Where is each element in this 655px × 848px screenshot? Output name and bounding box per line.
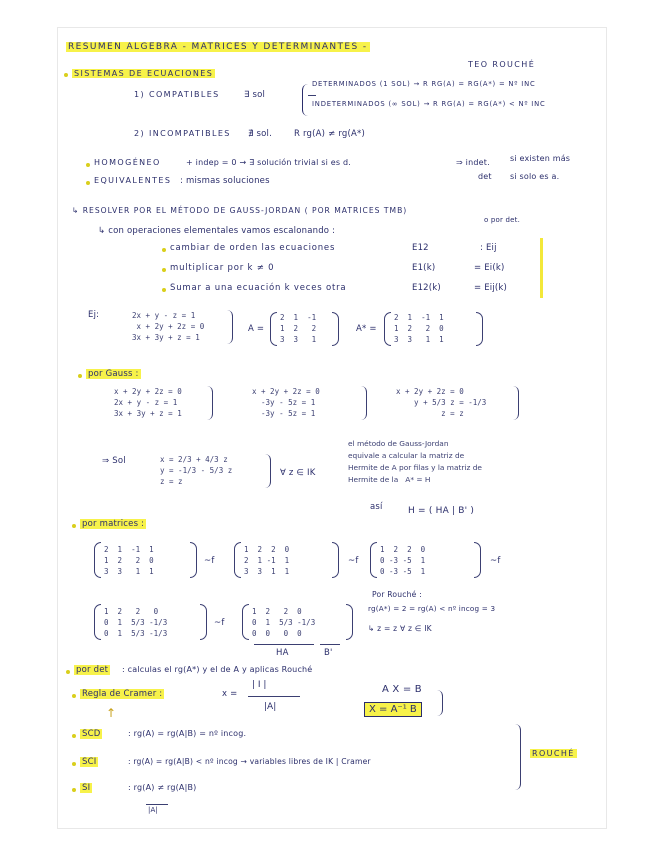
determinados-label: DETERMINADOS (1 SOL) → R RG(A) = RG(A*) = Nº INC <box>312 80 536 88</box>
brace <box>514 724 521 790</box>
gauss-step-2: x + 2y + 2z = 0 -3y - 5z = 1 -3y - 5z = 1 <box>252 387 320 418</box>
rouche-z: ↳ z = z ∀ z ∈ IK <box>368 624 432 633</box>
por-matrices-label: por matrices : <box>82 519 145 529</box>
h-equation: H = ( HA | B' ) <box>408 506 475 516</box>
solution: x = 2/3 + 4/3 z y = -1/3 - 5/3 z z = z <box>160 455 233 486</box>
row-equiv: ~f <box>204 556 215 566</box>
matrix-step-1: 2 1 -1 1 1 2 2 0 3 3 1 1 <box>104 545 154 576</box>
underline <box>254 644 314 645</box>
brace <box>360 386 367 420</box>
matrix-step-3: 1 2 2 0 0 -3 -5 1 0 -3 -5 1 <box>380 545 426 576</box>
paren <box>332 542 339 578</box>
page-title: RESUMEN ALGEBRA - MATRICES Y DETERMINANTES - <box>68 42 368 52</box>
fraction-line <box>146 804 168 805</box>
gauss-step-1: x + 2y + 2z = 0 2x + y - z = 1 3x + 3y + z = 1 <box>114 387 182 418</box>
matrix-astar: 2 1 -1 1 1 2 2 0 3 3 1 1 <box>394 313 444 344</box>
homogeneo-label: HOMOGÉNEO <box>94 158 161 167</box>
paren <box>332 312 339 346</box>
op-result-3: = Eij(k) <box>474 283 508 293</box>
ha-label: HA <box>276 648 289 658</box>
bullet-dot <box>72 524 76 528</box>
paren <box>190 542 197 578</box>
bullet-dot <box>72 694 76 698</box>
sci-label: SCI <box>82 757 97 767</box>
for-all-z: ∀ z ∈ IK <box>280 468 316 478</box>
paren <box>384 312 391 346</box>
indeterminados-label: INDETERMINADOS (∞ SOL) → R RG(A) = RG(A*) < Nº INC <box>312 100 546 108</box>
paren <box>346 604 353 640</box>
brace <box>302 84 309 116</box>
op-result-2: = Ei(k) <box>474 263 505 273</box>
incompatibles-label: 2) INCOMPATIBLES <box>134 129 231 138</box>
bullet-dot <box>162 288 166 292</box>
highlight-bar <box>540 238 543 298</box>
op-code-1: E12 <box>412 243 429 253</box>
cramer-denominator: |A| <box>264 702 277 712</box>
matrix-step-4: 1 2 2 0 0 1 5/3 -1/3 0 1 5/3 -1/3 <box>104 607 168 638</box>
por-det-label: por det <box>76 665 109 675</box>
det-text: det <box>478 172 492 181</box>
matrix-a-label: A = <box>248 324 265 334</box>
paren <box>270 312 277 346</box>
matrix-step-5: 1 2 2 0 0 1 5/3 -1/3 0 0 0 0 <box>252 607 316 638</box>
op-text-1: cambiar de orden las ecuaciones <box>170 243 336 253</box>
op-result-1: : Eij <box>480 243 497 253</box>
row-equiv: ~f <box>348 556 359 566</box>
b-prime-label: B' <box>324 648 333 658</box>
x-equation-box: X = A⁻¹ B <box>364 702 422 717</box>
brace <box>436 690 443 716</box>
systems-heading: SISTEMAS DE ECUACIONES <box>74 69 214 78</box>
cramer-label: Regla de Cramer : <box>82 689 163 699</box>
bullet-dot <box>86 181 90 185</box>
paren <box>476 312 483 346</box>
por-gauss-label: por Gauss : <box>88 369 139 379</box>
paren <box>370 542 377 578</box>
gauss-jordan-note: el método de Gauss-Jordan equivale a calcular la matriz de Hermite de A por filas y la matriz de Hermite de la A* = H <box>348 439 482 484</box>
paren <box>200 604 207 640</box>
equivalentes-label: EQUIVALENTES <box>94 176 172 185</box>
bullet-dot <box>72 788 76 792</box>
bullet-dot <box>162 248 166 252</box>
bullet-dot <box>162 268 166 272</box>
paren <box>94 542 101 578</box>
scd-text: : rg(A) = rg(A|B) = nº incog. <box>128 729 247 738</box>
resolver-heading: ↳ RESOLVER POR EL MÉTODO DE GAUSS-JORDAN ( POR MATRICES TMB) <box>72 206 408 215</box>
cramer-numerator: | I | <box>252 680 267 690</box>
cramer-x: x = <box>222 689 238 699</box>
scd-label: SCD <box>82 729 101 739</box>
si-solo-text: si solo es a. <box>510 172 560 181</box>
op-code-3: E12(k) <box>412 283 441 293</box>
por-det-text: : calculas el rg(A*) y el de A y aplicas Rouché <box>122 665 313 674</box>
si-label: SI <box>82 783 91 793</box>
brace <box>206 386 213 420</box>
paren <box>474 542 481 578</box>
rouche-rank: rg(A*) = 2 = rg(A) < nº incog = 3 <box>368 604 496 613</box>
bullet-dot <box>72 734 76 738</box>
row-equiv: ~f <box>214 618 225 628</box>
gauss-step-3: x + 2y + 2z = 0 y + 5/3 z = -1/3 z = z <box>396 387 487 418</box>
row-equiv: ~f <box>490 556 501 566</box>
no-sol: ∄ sol. <box>248 129 272 139</box>
example-system: 2x + y - z = 1 x + 2y + 2z = 0 3x + 3y + z = 1 <box>132 311 205 342</box>
operaciones-text: ↳ con operaciones elementales vamos escalonando : <box>98 226 336 236</box>
bullet-dot <box>66 670 70 674</box>
bullet-dot <box>64 73 68 77</box>
footer-fraction: |A| <box>148 806 159 814</box>
solution-label: ⇒ Sol <box>102 456 126 466</box>
bullet-dot <box>72 762 76 766</box>
matrix-step-2: 1 2 2 0 2 1 -1 1 3 3 1 1 <box>244 545 290 576</box>
op-text-3: Sumar a una ecuación k veces otra <box>170 283 347 293</box>
rouche-tag: ROUCHÉ <box>532 749 575 758</box>
matrix-astar-label: A* = <box>356 324 377 334</box>
paren <box>242 604 249 640</box>
incompatibles-rank: R rg(A) ≠ rg(A*) <box>294 129 365 139</box>
indet-text: ⇒ indet. <box>456 158 490 167</box>
bullet-dot <box>78 374 82 378</box>
ax-b-equation: A X = B <box>382 684 422 695</box>
bullet-dot <box>86 163 90 167</box>
exists-sol: ∃ sol <box>244 90 266 100</box>
teo-rouche-heading: TEO ROUCHÉ <box>468 60 536 69</box>
compatibles-label: 1) COMPATIBLES <box>134 90 220 99</box>
asi-label: así <box>370 502 383 512</box>
existen-mas-text: si existen más <box>510 154 571 163</box>
fraction-line <box>248 696 300 697</box>
arrow-icon: ↑ <box>106 706 117 720</box>
equivalentes-text: : mismas soluciones <box>180 176 270 186</box>
brace <box>226 310 233 344</box>
paren <box>94 604 101 640</box>
paren <box>234 542 241 578</box>
o-por-det: o por det. <box>484 216 521 224</box>
op-code-2: E1(k) <box>412 263 436 273</box>
brace <box>512 386 519 420</box>
homogeneo-text: + indep = 0 → ∃ solución trivial si es d. <box>186 158 352 167</box>
underline <box>320 644 340 645</box>
matrix-a: 2 1 -1 1 2 2 3 3 1 <box>280 313 317 344</box>
connector-line <box>308 95 316 96</box>
si-text: : rg(A) ≠ rg(A|B) <box>128 783 197 792</box>
notebook-page <box>58 28 606 828</box>
op-text-2: multiplicar por k ≠ 0 <box>170 263 275 273</box>
sci-text: : rg(A) = rg(A|B) < nº incog → variables libres de IK | Cramer <box>128 757 371 766</box>
por-rouche-label: Por Rouché : <box>372 590 422 599</box>
example-label: Ej: <box>88 310 100 320</box>
brace <box>264 454 271 488</box>
